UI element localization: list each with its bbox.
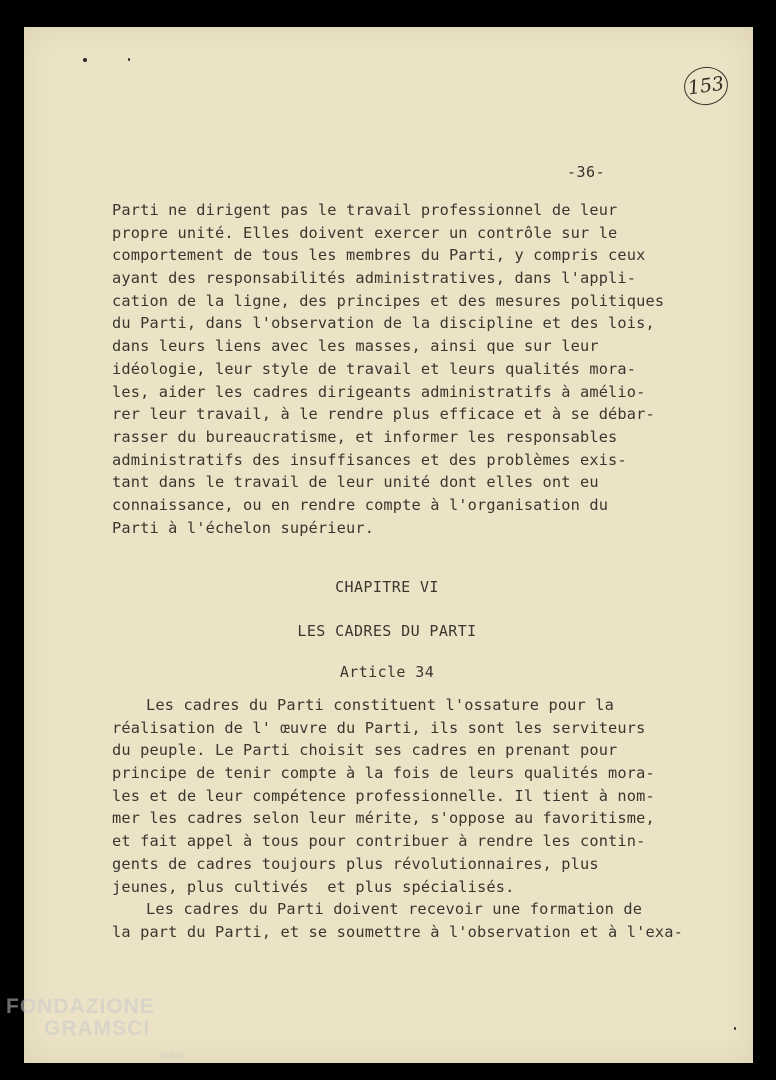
text-line: jeunes, plus cultivés et plus spécialisés. [112, 877, 515, 896]
text-line: ayant des responsabilités administratives, dans l'appli- [112, 269, 637, 288]
chapter-title: LES CADRES DU PARTI [297, 622, 477, 640]
text-line: dans leurs liens avec les masses, ainsi que sur leur [112, 337, 599, 356]
paper-speck [128, 58, 130, 61]
text-line: comportement de tous les membres du Parti, y compris ceux [112, 246, 646, 265]
text-line: Parti à l'échelon supérieur. [112, 518, 375, 537]
watermark-sub: onlus [160, 1050, 184, 1061]
page-number: -36- [567, 163, 606, 181]
paragraph-3 [112, 898, 683, 943]
text-line: les, aider les cadres dirigeants administratifs à amélio- [112, 382, 646, 401]
text-line: du Parti, dans l'observation de la discipline et des lois, [112, 314, 655, 333]
watermark-line2: GRAMSCI [44, 1017, 151, 1040]
text-line: cation de la ligne, des principes et des mesures politiques [112, 291, 665, 310]
text-line: Les cadres du Parti constituent l'ossature pour la [146, 696, 614, 714]
text-line: la part du Parti, et se soumettre à l'observation et à l'exa- [112, 922, 683, 941]
text-line: les et de leur compétence professionnelle. Il tient à nom- [112, 786, 655, 805]
text-line: Parti ne dirigent pas le travail professionnel de leur [112, 201, 618, 219]
text-line: tant dans le travail de leur unité dont elles ont eu [112, 473, 599, 492]
paper-speck [734, 1027, 736, 1030]
text-line: réalisation de l' œuvre du Parti, ils sont les serviteurs [112, 718, 646, 737]
document-page [24, 27, 753, 1063]
text-line: connaissance, ou en rendre compte à l'organisation du [112, 495, 609, 514]
text-line: Les cadres du Parti doivent recevoir une formation de [146, 900, 643, 918]
paragraph-1 [112, 199, 664, 539]
text-line: gents de cadres toujours plus révolutionnaires, plus [112, 854, 599, 873]
paper-speck [83, 58, 87, 62]
chapter-heading: CHAPITRE VI [335, 578, 439, 596]
text-line: du peuple. Le Parti choisit ses cadres en prenant pour [112, 741, 618, 760]
watermark-line1: FONDAZIONE [6, 995, 155, 1018]
text-line: administratifs des insuffisances et des problèmes exis- [112, 450, 627, 469]
text-line: propre unité. Elles doivent exercer un contrôle sur le [112, 223, 618, 242]
text-line: idéologie, leur style de travail et leurs qualités mora- [112, 359, 637, 378]
watermark-logo [6, 996, 155, 1040]
paragraph-2 [112, 694, 655, 898]
text-line: rer leur travail, à le rendre plus efficace et à se débar- [112, 405, 655, 424]
text-line: mer les cadres selon leur mérite, s'oppose au favoritisme, [112, 809, 655, 828]
folio-stamp: 153 [682, 64, 731, 108]
article-heading: Article 34 [339, 663, 435, 681]
text-line: rasser du bureaucratisme, et informer les responsables [112, 427, 618, 446]
text-line: et fait appel à tous pour contribuer à rendre les contin- [112, 832, 646, 851]
text-line: principe de tenir compte à la fois de leurs qualités mora- [112, 764, 655, 783]
